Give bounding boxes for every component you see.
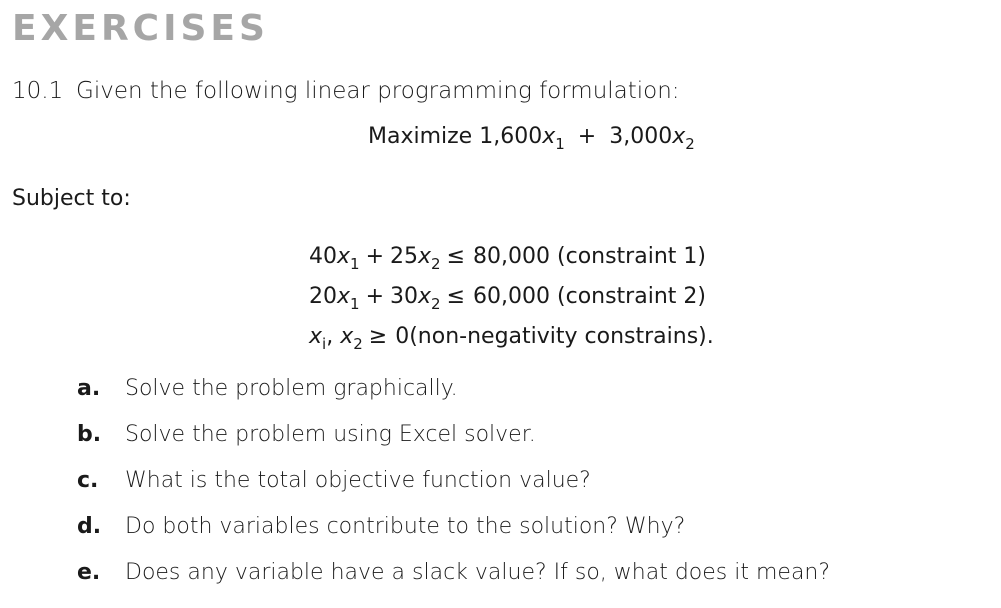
objective-coef-1: 1,600 xyxy=(479,124,543,149)
part-text: Does any variable have a slack value? If so, what does it mean? xyxy=(125,560,831,585)
constraint-1-relation: ≤ xyxy=(446,244,466,269)
part-text: Solve the problem graphically. xyxy=(125,376,458,401)
constraint-1-note: (constraint 1) xyxy=(557,244,706,269)
exercise-part xyxy=(77,376,830,422)
constraint-1-plus: + xyxy=(365,244,385,269)
objective-sub-2: 2 xyxy=(685,135,695,153)
objective-coef-2: 3,000 xyxy=(609,124,673,149)
constraint-2-var-2: x xyxy=(418,284,432,309)
part-letter: c. xyxy=(77,468,99,493)
objective-plus: + xyxy=(577,124,597,149)
part-letter: d. xyxy=(77,514,102,539)
constraint-2 xyxy=(309,284,706,313)
constraint-2-coef-2: 30 xyxy=(390,284,419,309)
part-text: What is the total objective function value? xyxy=(125,468,591,493)
constraint-2-rhs: 60,000 xyxy=(473,284,551,309)
constraint-1-sub-2: 2 xyxy=(431,255,441,273)
part-letter: e. xyxy=(77,560,101,585)
section-heading: EXERCISES xyxy=(12,8,269,49)
nonneg-rhs: 0 xyxy=(395,324,410,349)
objective-var-1: x xyxy=(542,124,556,149)
exercise-part xyxy=(77,468,830,514)
problem-intro: Given the following linear programming formulation: xyxy=(76,78,680,104)
exercise-parts-list xyxy=(77,376,830,606)
nonneg-separator: , xyxy=(326,324,334,349)
constraint-2-coef-1: 20 xyxy=(309,284,337,309)
constraint-1-var-1: x xyxy=(337,244,351,269)
nonneg-note: (non-negativity constrains). xyxy=(409,324,714,349)
constraint-2-sub-1: 1 xyxy=(350,295,360,313)
nonneg-var-2: x xyxy=(340,324,354,349)
part-letter: a. xyxy=(77,376,101,401)
part-letter: b. xyxy=(77,422,102,447)
objective-function xyxy=(368,124,695,153)
part-text: Do both variables contribute to the solution? Why? xyxy=(125,514,686,539)
constraint-1-var-2: x xyxy=(418,244,432,269)
constraint-1-sub-1: 1 xyxy=(350,255,360,273)
objective-label: Maximize xyxy=(368,124,473,149)
exercise-part xyxy=(77,514,830,560)
constraint-2-note: (constraint 2) xyxy=(557,284,706,309)
constraint-1 xyxy=(309,244,706,273)
constraint-1-coef-2: 25 xyxy=(390,244,419,269)
problem-statement xyxy=(12,78,680,104)
exercise-part xyxy=(77,422,830,468)
constraint-2-sub-2: 2 xyxy=(431,295,441,313)
constraint-nonnegativity xyxy=(309,324,714,353)
constraint-1-coef-1: 40 xyxy=(309,244,337,269)
objective-sub-1: 1 xyxy=(555,135,565,153)
objective-var-2: x xyxy=(672,124,686,149)
constraint-2-var-1: x xyxy=(337,284,351,309)
part-text: Solve the problem using Excel solver. xyxy=(125,422,536,447)
nonneg-relation: ≥ xyxy=(368,324,388,349)
nonneg-sub-2: 2 xyxy=(353,335,363,353)
constraint-2-relation: ≤ xyxy=(446,284,466,309)
problem-number: 10.1 xyxy=(12,78,64,104)
nonneg-var-1: x xyxy=(309,324,323,349)
constraint-2-plus: + xyxy=(365,284,385,309)
constraint-1-rhs: 80,000 xyxy=(473,244,551,269)
exercise-part xyxy=(77,560,830,606)
nonneg-sub-1: i xyxy=(322,335,327,353)
subject-to-label: Subject to: xyxy=(12,186,131,211)
